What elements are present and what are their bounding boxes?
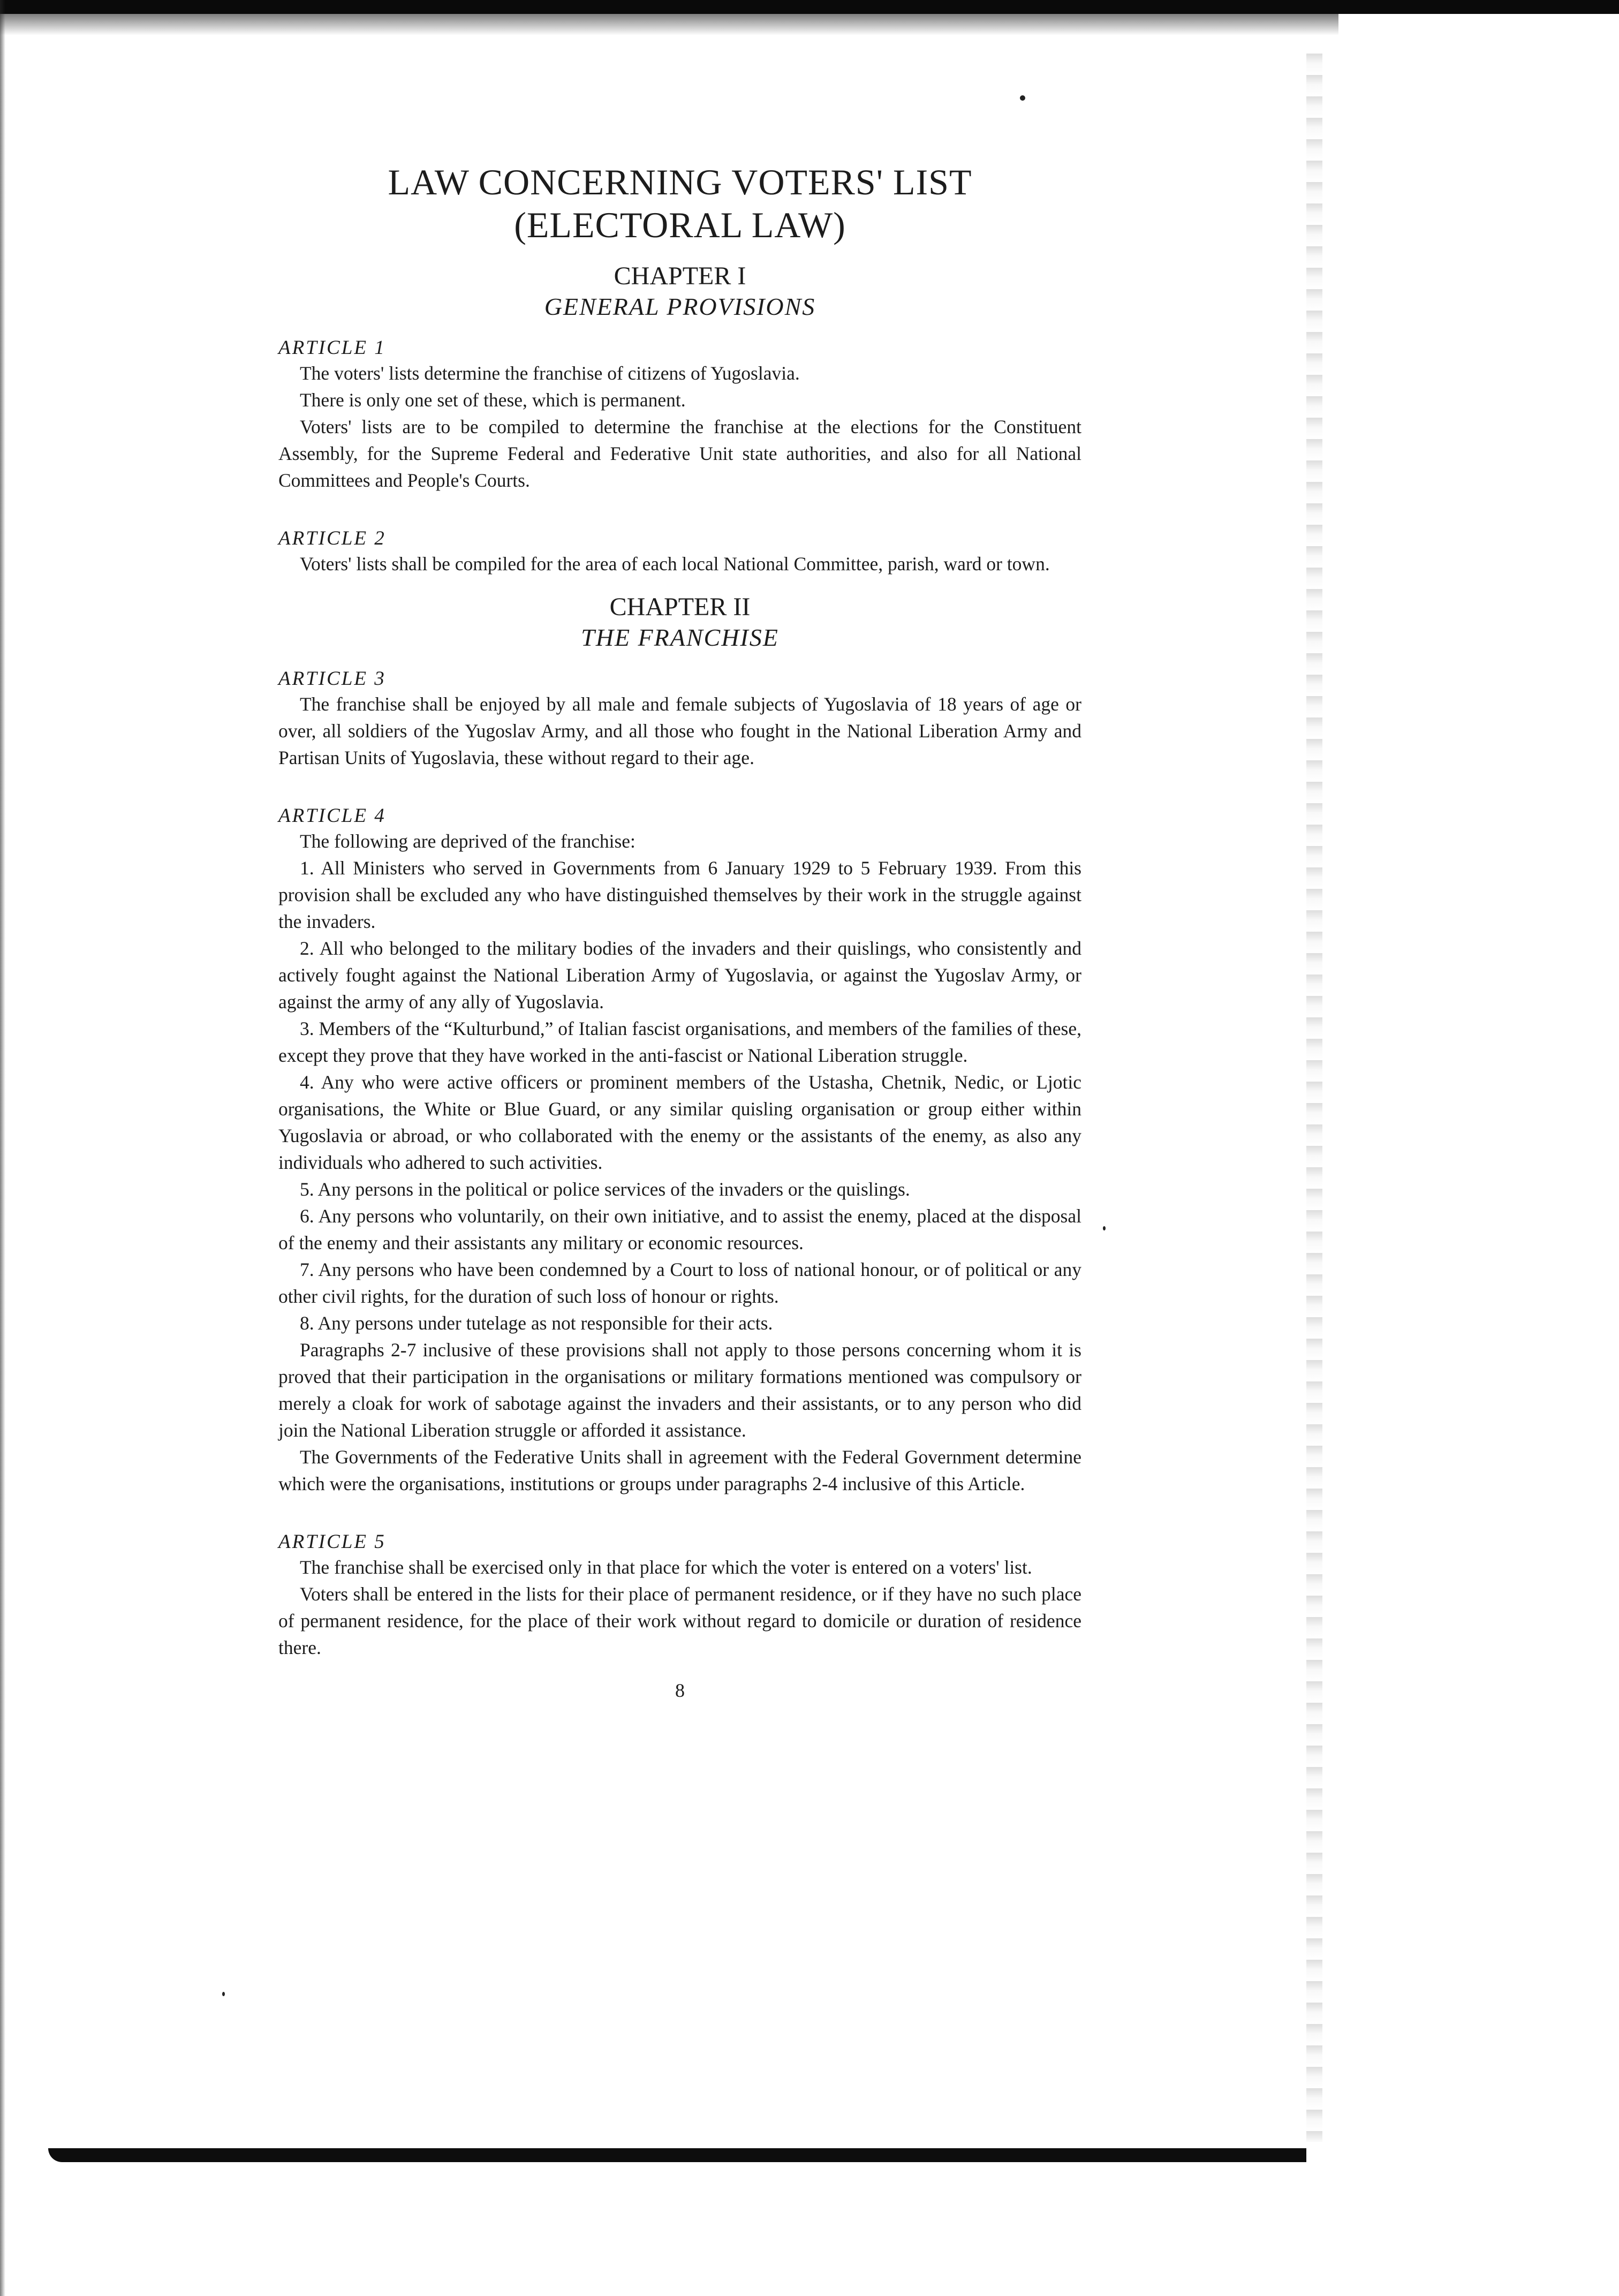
article-paragraph: 6. Any persons who voluntarily, on their own initiative, and to assist the enemy, placed at the disposal of the enemy and their assistants any military or economic resources. — [278, 1205, 1081, 1253]
article-paragraph: 3. Members of the “Kulturbund,” of Italian fascist organisations, and members of the families of these, except they prove that they have worked in the anti-fascist or National Liberation struggle. — [278, 1018, 1081, 1066]
article-paragraph: 2. All who belonged to the military bodies of the invaders and their quislings, who consistently and actively fought against the National Liberation Army of Yugoslavia, or against the Yugoslav Army, or against the army of any ally of Yugoslavia. — [278, 938, 1081, 1013]
article-paragraph: 1. All Ministers who served in Governments from 6 January 1929 to 5 February 1939. From this provision shall be excluded any who have distinguished themselves by their work in the struggle against the invaders. — [278, 857, 1081, 932]
article-paragraph: Voters shall be entered in the lists for their place of permanent residence, or if they have no such place of permanent residence, for the place of their work without regard to domicile or duration of residence there. — [278, 1583, 1081, 1658]
title-line: LAW CONCERNING VOTERS' LIST — [388, 162, 972, 202]
page-number: 8 — [675, 1680, 685, 1701]
scan-shadow-left — [0, 0, 5, 2296]
article-paragraph: The franchise shall be enjoyed by all male and female subjects of Yugoslavia of 18 years of age or over, all soldiers of the Yugoslav Army, and all those who fought in the National Liberation Army and Partisan Units of Yugoslavia, these without regard to their age. — [278, 693, 1081, 768]
chapter-heading: CHAPTER I — [614, 262, 746, 290]
scan-speck — [1103, 1226, 1106, 1230]
article-paragraph: 5. Any persons in the political or police services of the invaders or the quislings. — [300, 1179, 910, 1200]
chapter-subheading: THE FRANCHISE — [581, 624, 779, 651]
article-paragraph: Voters' lists shall be compiled for the area of each local National Committee, parish, ward or town. — [300, 553, 1050, 575]
scan-border-bottom — [48, 2148, 1306, 2162]
scan-shadow-top — [0, 14, 1338, 35]
title-line: (ELECTORAL LAW) — [514, 205, 846, 245]
article-heading: ARTICLE 1 — [278, 337, 386, 359]
document-title — [278, 161, 1081, 246]
article-paragraph: The Governments of the Federative Units shall in agreement with the Federal Government determine which were the organisations, institutions or groups under paragraphs 2-4 inclusive of this Article. — [278, 1446, 1081, 1494]
chapter-subheading: GENERAL PROVISIONS — [544, 293, 816, 320]
scan-speck — [222, 1992, 225, 1996]
article-heading: ARTICLE 3 — [278, 668, 386, 690]
article-paragraph: The voters' lists determine the franchise of citizens of Yugoslavia. — [300, 362, 800, 384]
article-heading: ARTICLE 4 — [278, 805, 386, 827]
scan-border-top — [0, 0, 1619, 14]
article-paragraph: Voters' lists are to be compiled to determine the franchise at the elections for the Constituent Assembly, for the Supreme Federal and Federative Unit state authorities, and also for all National Committees and People's Courts. — [278, 416, 1081, 491]
article-paragraph: 7. Any persons who have been condemned by a Court to loss of national honour, or of political or any other civil rights, for the duration of such loss of honour or rights. — [278, 1259, 1081, 1307]
article-paragraph: 4. Any who were active officers or prominent members of the Ustasha, Chetnik, Nedic, or Ljotic organisations, the White or Blue Guard, or any similar quisling organisation or group either within Yugoslavia or abroad, or who collaborated with the enemy or the assistants of the enemy, as also any individuals who adhered to such activities. — [278, 1071, 1081, 1173]
article-paragraph: There is only one set of these, which is permanent. — [300, 389, 686, 411]
article-heading: ARTICLE 5 — [278, 1531, 386, 1553]
article-heading: ARTICLE 2 — [278, 527, 386, 549]
document-page — [278, 161, 1081, 1702]
article-paragraph: Paragraphs 2-7 inclusive of these provisions shall not apply to those persons concerning whom it is proved that their participation in the organisations or military formations mentioned was compulsory or merely a cloak for work of sabotage against the invaders and their assistants, or to any person who did join the National Liberation struggle or afforded it assistance. — [278, 1339, 1081, 1441]
article-paragraph: The franchise shall be exercised only in that place for which the voter is entered on a voters' list. — [300, 1557, 1032, 1578]
scan-speck — [1020, 95, 1025, 101]
chapter-heading: CHAPTER II — [609, 593, 751, 621]
scan-shadow-right — [1306, 54, 1322, 2142]
article-paragraph: The following are deprived of the franchise: — [300, 830, 636, 852]
article-paragraph: 8. Any persons under tutelage as not responsible for their acts. — [300, 1312, 773, 1334]
